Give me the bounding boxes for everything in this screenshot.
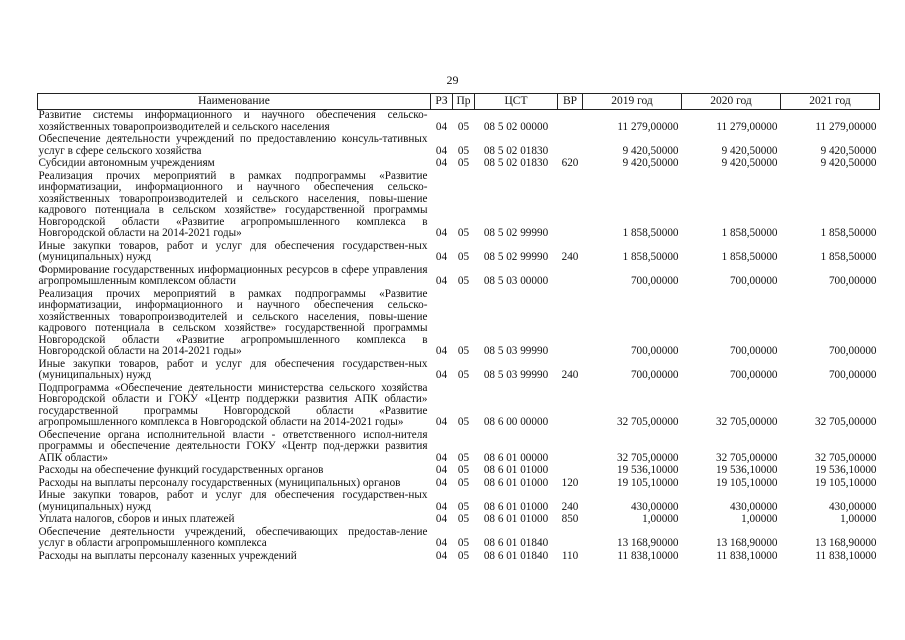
cell-cst: 08 5 02 00000 bbox=[483, 120, 549, 133]
cell-2019: 19 536,10000 bbox=[616, 464, 679, 476]
cell-vr: 120 bbox=[561, 476, 579, 489]
cell-2021: 19 536,10000 bbox=[814, 464, 877, 476]
cell-vr bbox=[558, 265, 583, 289]
header-2020: 2020 год bbox=[682, 94, 781, 110]
cell-rz: 04 bbox=[435, 416, 448, 428]
cell-2020: 11 838,10000 bbox=[716, 549, 778, 562]
cell-vr bbox=[558, 465, 583, 478]
cell-2019: 700,00000 bbox=[630, 275, 679, 287]
cell-name: Расходы на выплаты персоналу казенных учреждений bbox=[38, 549, 297, 562]
cell-vr bbox=[558, 430, 583, 466]
cell-cst: 08 6 01 01000 bbox=[483, 500, 549, 513]
table-row bbox=[38, 514, 880, 527]
cell-pr: 05 bbox=[457, 476, 470, 489]
table-row bbox=[38, 430, 880, 466]
cell-vr bbox=[558, 110, 583, 135]
cell-2021: 9 420,50000 bbox=[820, 144, 877, 157]
cell-rz: 04 bbox=[435, 513, 448, 525]
cell-cst: 08 5 02 99990 bbox=[483, 227, 549, 239]
cell-2020: 700,00000 bbox=[729, 345, 778, 357]
header-rz: РЗ bbox=[431, 94, 453, 110]
cell-name: Подпрограмма «Обеспечение деятельности министерства сельского хозяйства Новгородской области и ГОКУ «Центр поддержки развития АПК области» государственной программы Новгородской области «Развитие агропромышленного комплекса в Новгородской области на 2014-2021 годы» bbox=[38, 381, 428, 428]
cell-2019: 11 838,10000 bbox=[617, 549, 679, 562]
cell-pr: 05 bbox=[457, 120, 470, 133]
cell-cst: 08 6 01 00000 bbox=[483, 451, 549, 464]
cell-2020: 19 105,10000 bbox=[715, 476, 778, 489]
cell-vr bbox=[558, 383, 583, 430]
cell-2019: 13 168,90000 bbox=[616, 537, 679, 549]
cell-2019: 1 858,50000 bbox=[622, 251, 679, 263]
table-row bbox=[38, 110, 880, 135]
cell-2020: 430,00000 bbox=[729, 500, 778, 513]
cell-cst: 08 6 01 01840 bbox=[483, 537, 549, 549]
cell-cst: 08 5 03 00000 bbox=[483, 275, 549, 287]
cell-2020: 13 168,90000 bbox=[715, 537, 778, 549]
cell-name: Расходы на обеспечение функций государственных органов bbox=[38, 464, 324, 476]
cell-2019: 32 705,00000 bbox=[616, 451, 679, 464]
cell-2021: 13 168,90000 bbox=[814, 537, 877, 549]
cell-2021: 700,00000 bbox=[828, 275, 877, 287]
cell-2021: 11 838,10000 bbox=[815, 549, 877, 562]
cell-pr: 05 bbox=[457, 537, 470, 549]
cell-cst: 08 5 02 01830 bbox=[483, 144, 549, 157]
budget-table bbox=[37, 93, 880, 563]
table-row bbox=[38, 527, 880, 551]
cell-vr: 850 bbox=[561, 513, 579, 525]
cell-name: Иные закупки товаров, работ и услуг для обеспечения государствен-ных (муниципальных) нужд bbox=[38, 357, 428, 381]
cell-2021: 19 105,10000 bbox=[814, 476, 877, 489]
cell-2021: 700,00000 bbox=[828, 345, 877, 357]
cell-cst: 08 6 00 00000 bbox=[483, 416, 549, 428]
cell-rz: 04 bbox=[435, 369, 448, 381]
cell-2021: 9 420,50000 bbox=[820, 157, 877, 169]
cell-cst: 08 5 02 99990 bbox=[483, 251, 549, 263]
cell-pr: 05 bbox=[457, 157, 470, 169]
cell-2021: 700,00000 bbox=[828, 369, 877, 381]
cell-2019: 430,00000 bbox=[630, 500, 679, 513]
cell-2020: 700,00000 bbox=[729, 275, 778, 287]
table-row bbox=[38, 265, 880, 289]
cell-name: Реализация прочих мероприятий в рамках подпрограммы «Развитие информатизации, информационного и научного обеспечения сельско-хозяйственных товаропроизводителей и сельского населения, повы-шение кадрового потенциала в сельском хозяйстве» государственной программы Новгородской области «Развитие агропромышленного комплекса в Новгородской области на 2014-2021 годы» bbox=[38, 169, 428, 239]
cell-2021: 430,00000 bbox=[828, 500, 877, 513]
cell-vr bbox=[558, 171, 583, 241]
cell-cst: 08 6 01 01000 bbox=[483, 513, 549, 525]
cell-name: Обеспечение деятельности учреждений, обеспечивающих предостав-ление услуг в области агропромышленного комплекса bbox=[38, 525, 428, 549]
cell-2020: 1,00000 bbox=[741, 513, 778, 525]
cell-name: Развитие системы информационного и научного обеспечения сельско-хозяйственных товаропроизводителей и сельского населения bbox=[38, 109, 428, 133]
cell-2021: 1,00000 bbox=[840, 513, 877, 525]
cell-pr: 05 bbox=[457, 251, 470, 263]
cell-pr: 05 bbox=[457, 369, 470, 381]
cell-name: Реализация прочих мероприятий в рамках подпрограммы «Развитие информатизации, информационного и научного обеспечения сельско-хозяйственных товаропроизводителей и сельского населения, повы-шение кадрового потенциала в сельском хозяйстве» государственной программы Новгородской области «Развитие агропромышленного комплекса в Новгородской области на 2014-2021 годы» bbox=[38, 287, 428, 357]
header-pr: Пр bbox=[453, 94, 475, 110]
cell-vr: 240 bbox=[561, 500, 579, 513]
cell-pr: 05 bbox=[457, 227, 470, 239]
cell-name: Расходы на выплаты персоналу государственных (муниципальных) органов bbox=[38, 476, 401, 489]
header-2019: 2019 год bbox=[583, 94, 682, 110]
cell-2020: 700,00000 bbox=[729, 369, 778, 381]
cell-rz: 04 bbox=[435, 464, 448, 476]
cell-vr: 620 bbox=[561, 157, 579, 169]
cell-pr: 05 bbox=[457, 500, 470, 513]
table-row bbox=[38, 465, 880, 478]
cell-vr bbox=[558, 289, 583, 359]
cell-name: Иные закупки товаров, работ и услуг для обеспечения государствен-ных (муниципальных) нужд bbox=[38, 239, 428, 263]
cell-pr: 05 bbox=[457, 416, 470, 428]
cell-rz: 04 bbox=[435, 345, 448, 357]
cell-cst: 08 5 03 99990 bbox=[483, 369, 549, 381]
cell-rz: 04 bbox=[435, 537, 448, 549]
cell-vr: 110 bbox=[561, 549, 579, 562]
cell-2021: 32 705,00000 bbox=[814, 416, 877, 428]
cell-2020: 9 420,50000 bbox=[721, 144, 778, 157]
cell-2019: 9 420,50000 bbox=[622, 144, 679, 157]
cell-2021: 32 705,00000 bbox=[814, 451, 877, 464]
cell-cst: 08 5 03 99990 bbox=[483, 345, 549, 357]
header-name: Наименование bbox=[38, 94, 431, 110]
cell-2021: 1 858,50000 bbox=[820, 227, 877, 239]
cell-2019: 19 105,10000 bbox=[616, 476, 679, 489]
cell-rz: 04 bbox=[435, 451, 448, 464]
header-2021: 2021 год bbox=[781, 94, 880, 110]
cell-pr: 05 bbox=[457, 513, 470, 525]
cell-rz: 04 bbox=[435, 157, 448, 169]
table-header-row bbox=[38, 94, 880, 110]
cell-pr: 05 bbox=[457, 144, 470, 157]
cell-rz: 04 bbox=[435, 227, 448, 239]
cell-name: Уплата налогов, сборов и иных платежей bbox=[38, 513, 235, 525]
cell-cst: 08 6 01 01000 bbox=[483, 476, 549, 489]
cell-2019: 1 858,50000 bbox=[622, 227, 679, 239]
cell-rz: 04 bbox=[435, 144, 448, 157]
cell-2020: 9 420,50000 bbox=[721, 157, 778, 169]
table-row bbox=[38, 289, 880, 359]
header-vr: ВР bbox=[558, 94, 583, 110]
cell-2019: 11 279,00000 bbox=[617, 120, 679, 133]
cell-2020: 1 858,50000 bbox=[721, 227, 778, 239]
cell-name: Обеспечение деятельности учреждений по предоставлению консуль-тативных услуг в сфере сельского хозяйства bbox=[38, 133, 428, 157]
cell-pr: 05 bbox=[457, 464, 470, 476]
cell-rz: 04 bbox=[435, 251, 448, 263]
table-row bbox=[38, 551, 880, 564]
table-row bbox=[38, 158, 880, 171]
cell-rz: 04 bbox=[435, 275, 448, 287]
cell-rz: 04 bbox=[435, 476, 448, 489]
cell-2019: 700,00000 bbox=[630, 369, 679, 381]
table-row bbox=[38, 171, 880, 241]
cell-name: Формирование государственных информационных ресурсов в сфере управления агропромышленным комплексом области bbox=[38, 263, 428, 287]
table-row bbox=[38, 359, 880, 383]
table-row bbox=[38, 383, 880, 430]
cell-2020: 32 705,00000 bbox=[715, 416, 778, 428]
cell-2019: 700,00000 bbox=[630, 345, 679, 357]
table-row bbox=[38, 490, 880, 514]
cell-pr: 05 bbox=[457, 549, 470, 562]
cell-2020: 1 858,50000 bbox=[721, 251, 778, 263]
cell-rz: 04 bbox=[435, 120, 448, 133]
cell-2020: 19 536,10000 bbox=[715, 464, 778, 476]
cell-2021: 11 279,00000 bbox=[815, 120, 877, 133]
cell-2020: 32 705,00000 bbox=[715, 451, 778, 464]
cell-name: Субсидии автономным учреждениям bbox=[38, 157, 215, 169]
table-body bbox=[38, 110, 880, 564]
cell-2019: 32 705,00000 bbox=[616, 416, 679, 428]
cell-cst: 08 6 01 01000 bbox=[483, 464, 549, 476]
table-row bbox=[38, 134, 880, 158]
cell-name: Иные закупки товаров, работ и услуг для обеспечения государствен-ных (муниципальных) нужд bbox=[38, 489, 428, 513]
page-number: 29 bbox=[446, 73, 459, 87]
cell-vr: 240 bbox=[561, 369, 579, 381]
header-cst: ЦСТ bbox=[475, 94, 558, 110]
cell-2021: 1 858,50000 bbox=[820, 251, 877, 263]
cell-vr bbox=[558, 527, 583, 551]
cell-cst: 08 6 01 01840 bbox=[483, 549, 549, 562]
cell-rz: 04 bbox=[435, 500, 448, 513]
cell-rz: 04 bbox=[435, 549, 448, 562]
cell-cst: 08 5 02 01830 bbox=[483, 157, 549, 169]
cell-pr: 05 bbox=[457, 345, 470, 357]
cell-vr bbox=[558, 134, 583, 158]
cell-2019: 9 420,50000 bbox=[622, 157, 679, 169]
cell-2019: 1,00000 bbox=[642, 513, 679, 525]
table-row bbox=[38, 241, 880, 265]
cell-name: Обеспечение органа исполнительной власти - ответственного испол-нителя программы и обеспечение деятельности ГОКУ «Центр под-держки развития АПК области» bbox=[38, 428, 428, 464]
cell-pr: 05 bbox=[457, 451, 470, 464]
cell-pr: 05 bbox=[457, 275, 470, 287]
cell-2020: 11 279,00000 bbox=[716, 120, 778, 133]
cell-vr: 240 bbox=[561, 251, 579, 263]
